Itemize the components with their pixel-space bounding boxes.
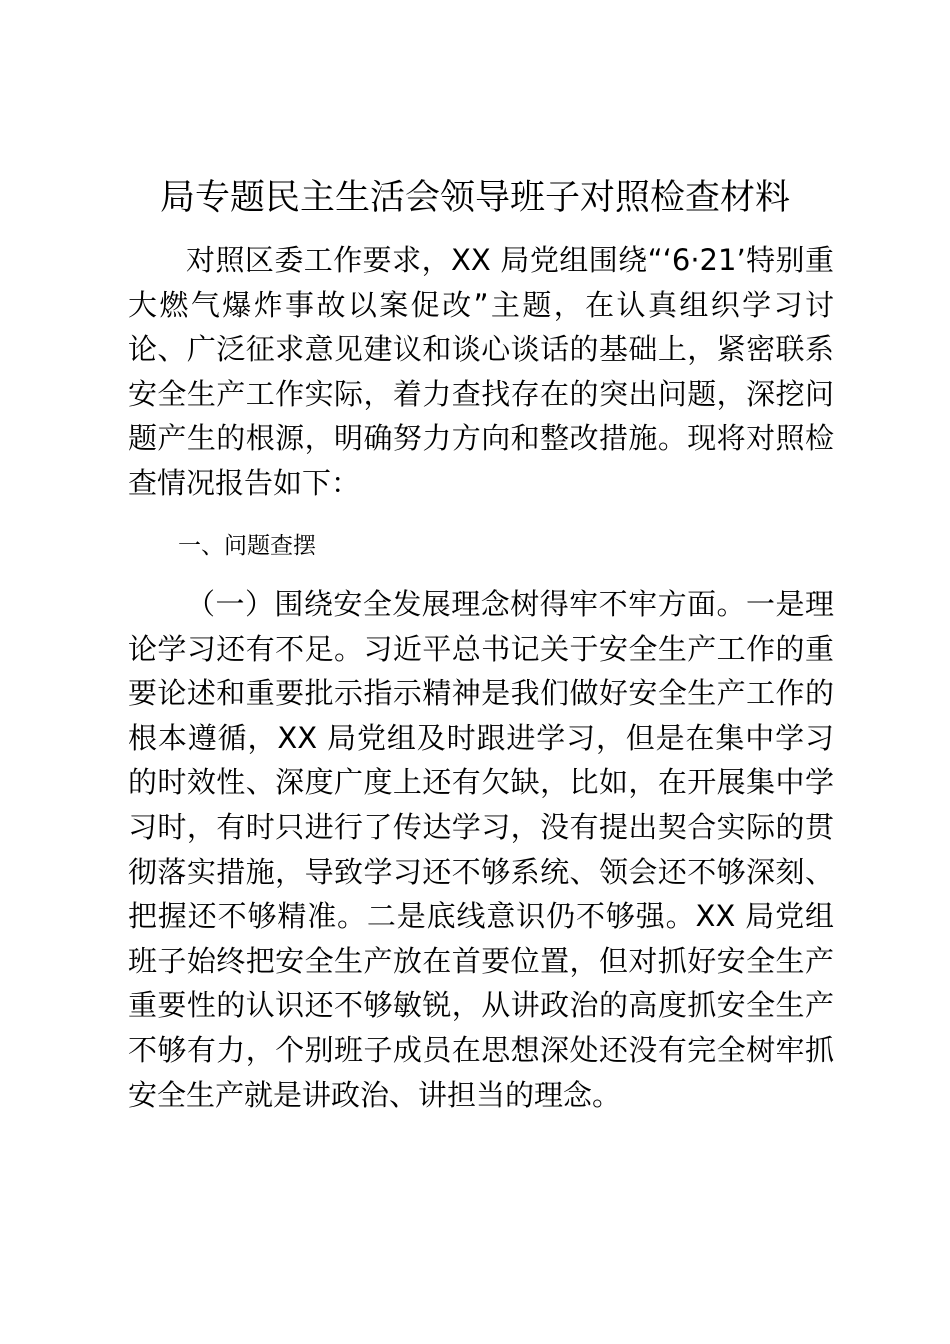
document-title: 局专题民主生活会领导班子对照检查材料 [159,178,790,218]
section-heading: 一、问题查摆 [178,533,316,559]
intro-paragraph: 对照区委工作要求，XX 局党组围绕“‘6·21’特别重大燃气爆炸事故以案促改”主题，在认真组织学习讨论、广泛征求意见建议和谈心谈话的基础上，紧密联系安全生产工作实际，着力查找存在的突出问题，深挖问题产生的根源，明确努力方向和整改措施。现将对照检查情况报告如下： [128,243,834,500]
body-paragraph: （一）围绕安全发展理念树得牢不牢方面。一是理论学习还有不足。习近平总书记关于安全生产工作的重要论述和重要批示指示精神是我们做好安全生产工作的根本遵循，XX 局党组及时跟进学习，但是在集中学习的时效性、深度广度上还有欠缺，比如，在开展集中学习时，有时只进行了传达学习，没有提出契合实际的贯彻落实措施，导致学习还不够系统、领会还不够深刻、把握还不够精准。二是底线意识仍不够强。XX 局党组班子始终把安全生产放在首要位置，但对抓好安全生产重要性的认识还不够敏锐，从讲政治的高度抓安全生产不够有力，个别班子成员在思想深处还没有完全树牢抓安全生产就是讲政治、讲担当的理念。 [128,587,834,1112]
